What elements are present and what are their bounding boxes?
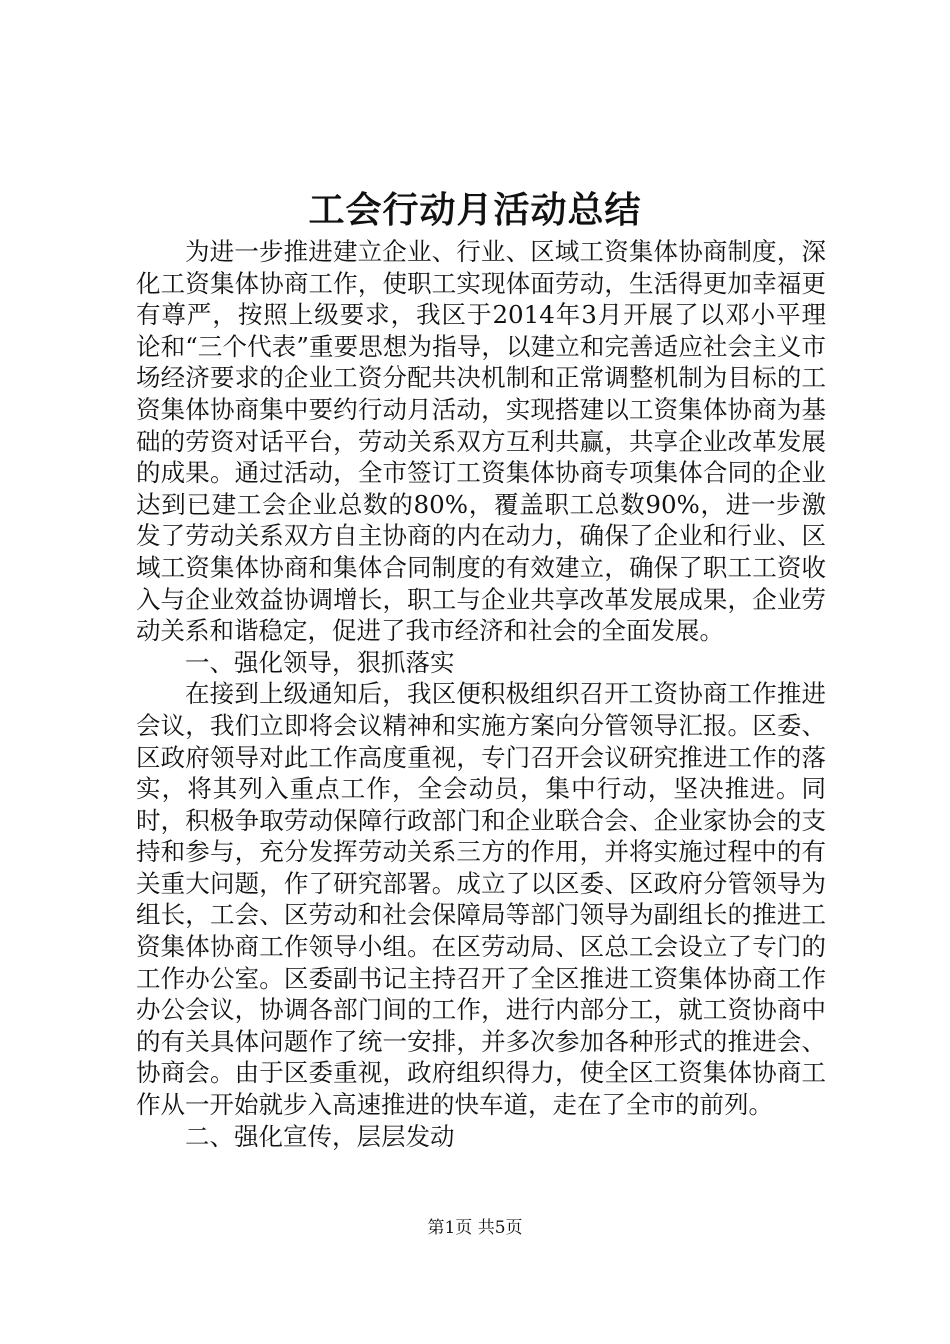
document-body [136, 236, 826, 1152]
section-heading-1: 一、强化领导，狠抓落实 [185, 647, 455, 677]
section-heading-2: 二、强化宣传，层层发动 [185, 1121, 455, 1151]
paragraph-section-1: 在接到上级通知后，我区便积极组织召开工资协商工作推进会议，我们立即将会议精神和实施方案向分管领导汇报。区委、区政府领导对此工作高度重视，专门召开会议研究推进工作的落实，将其列入重点工作，全会动员，集中行动，坚决推进。同时，积极争取劳动保障行政部门和企业联合会、企业家协会的支持和参与，充分发挥劳动关系三方的作用，并将实施过程中的有关重大问题，作了研究部署。成立了以区委、区政府分管领导为组长，工会、区劳动和社会保障局等部门领导为副组长的推进工资集体协商工作领导小组。在区劳动局、区总工会设立了专门的工作办公室。区委副书记主持召开了全区推进工资集体协商工作办公会议，协调各部门间的工作，进行内部分工，就工资协商中的有关具体问题作了统一安排，并多次参加各种形式的推进会、协商会。由于区委重视，政府组织得力，使全区工资集体协商工作从一开始就步入高速推进的快车道，走在了全市的前列。 [136, 679, 826, 1120]
paragraph-intro: 为进一步推进建立企业、行业、区域工资集体协商制度，深化工资集体协商工作，使职工实现体面劳动，生活得更加幸福更有尊严，按照上级要求，我区于2014年3月开展了以邓小平理论和“三个代表”重要思想为指导，以建立和完善适应社会主义市场经济要求的企业工资分配共决机制和正常调整机制为目标的工资集体协商集中要约行动月活动，实现搭建以工资集体协商为基础的劳资对话平台，劳动关系双方互利共赢，共享企业改革发展的成果。通过活动，全市签订工资集体协商专项集体合同的企业达到已建工会企业总数的80%，覆盖职工总数90%，进一步激发了劳动关系双方自主协商的内在动力，确保了企业和行业、区域工资集体协商和集体合同制度的有效建立，确保了职工工资收入与企业效益协调增长，职工与企业共享改革发展成果，企业劳动关系和谐稳定，促进了我市经济和社会的全面发展。 [136, 237, 826, 646]
page-number-footer: 第1页 共5页 [427, 1218, 523, 1238]
document-title: 工会行动月活动总结 [308, 189, 642, 231]
